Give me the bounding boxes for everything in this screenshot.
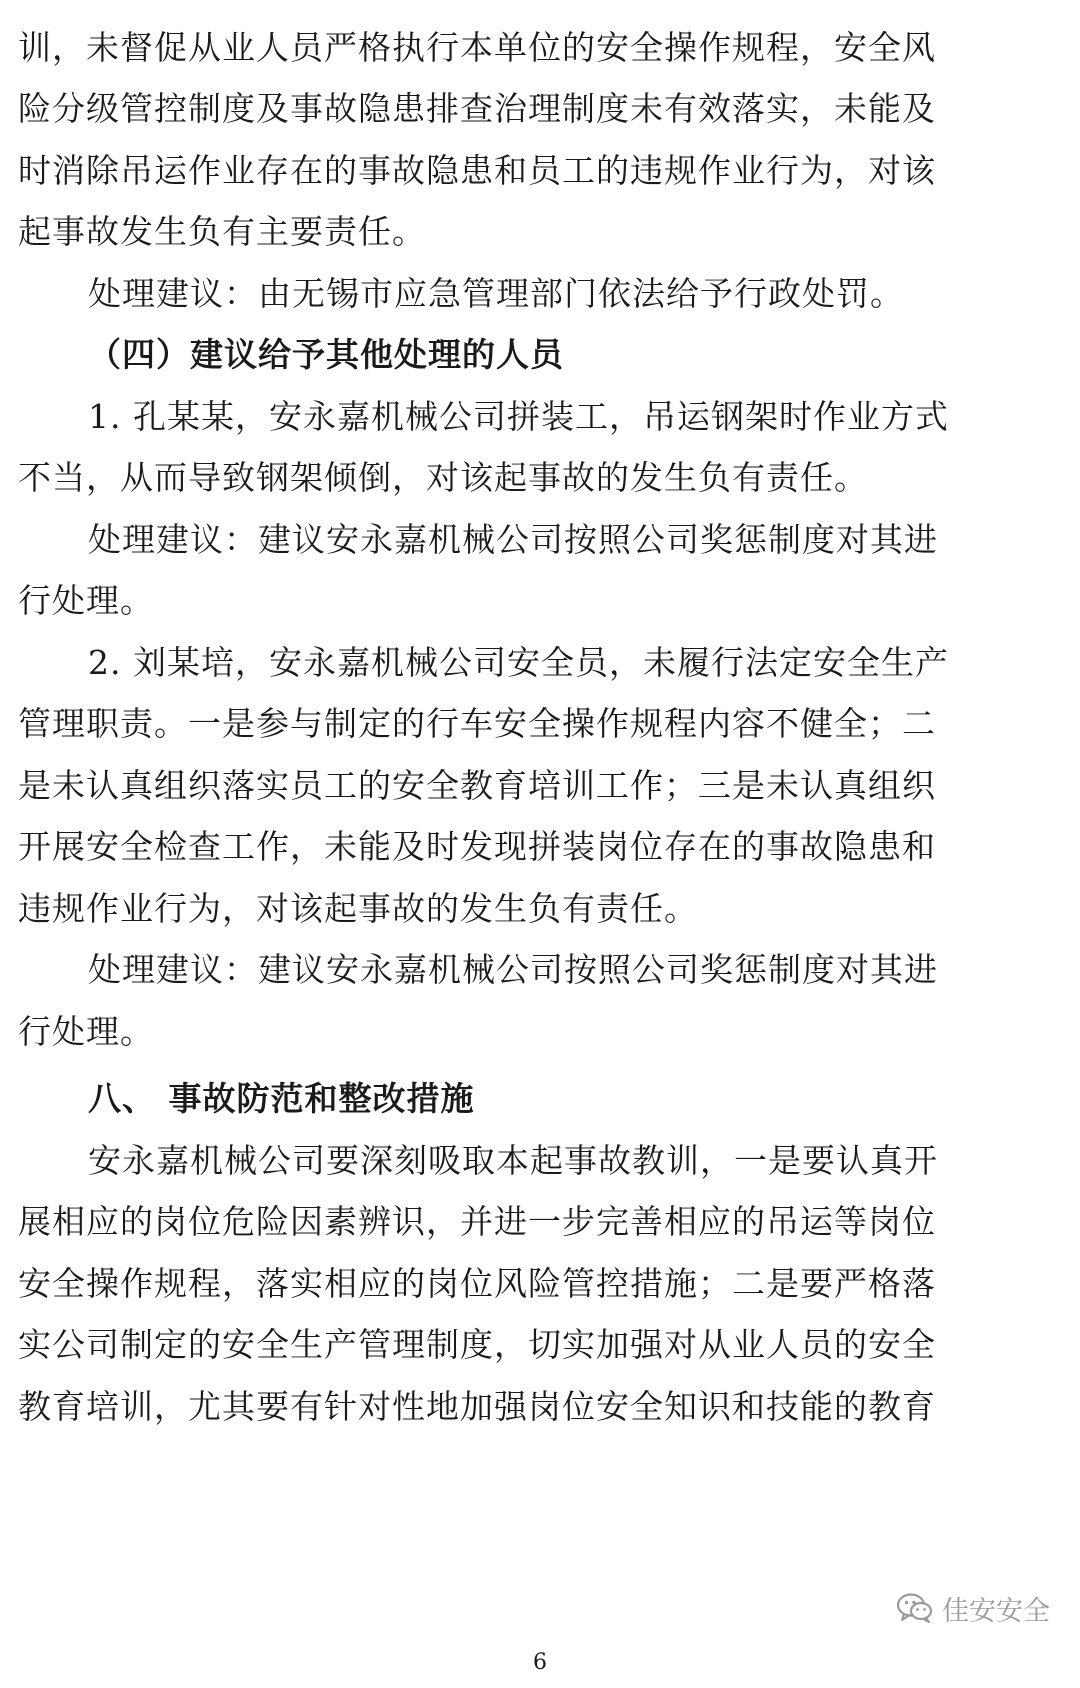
watermark-text: 佳安安全 (942, 1595, 1050, 1627)
text-line: 行处理。 (18, 1012, 154, 1051)
text-line: 是未认真组织落实员工的安全教育培训工作；三是未认真组织 (18, 766, 936, 805)
text-line: 处理建议：由无锡市应急管理部门依法给予行政处罚。 (88, 274, 904, 313)
text-line: 处理建议：建议安永嘉机械公司按照公司奖惩制度对其进 (88, 950, 938, 989)
watermark (896, 1588, 1050, 1628)
section-heading: （四）建议给予其他处理的人员 (88, 335, 564, 374)
text-line: 教育培训，尤其要有针对性地加强岗位安全知识和技能的教育 (18, 1387, 936, 1426)
chapter-heading: 八、 事故防范和整改措施 (88, 1079, 475, 1118)
text-line: 险分级管控制度及事故隐患排查治理制度未有效落实，未能及 (18, 89, 936, 128)
text-line: 训，未督促从业人员严格执行本单位的安全操作规程，安全风 (18, 28, 936, 67)
text-line: 2. 刘某培，安永嘉机械公司安全员，未履行法定安全生产 (88, 643, 949, 682)
text-line: 不当，从而导致钢架倾倒，对该起事故的发生负有责任。 (18, 458, 868, 497)
text-line: 起事故发生负有主要责任。 (18, 212, 426, 251)
page-number: 6 (533, 1650, 547, 1675)
wechat-icon (896, 1592, 934, 1624)
text-line: 时消除吊运作业存在的事故隐患和员工的违规作业行为，对该 (18, 151, 936, 190)
text-line: 开展安全检查工作，未能及时发现拼装岗位存在的事故隐患和 (18, 827, 936, 866)
text-line: 违规作业行为，对该起事故的发生负有责任。 (18, 889, 698, 928)
text-line: 1. 孔某某，安永嘉机械公司拼装工，吊运钢架时作业方式 (88, 397, 949, 436)
text-line: 行处理。 (18, 581, 154, 620)
text-line: 管理职责。一是参与制定的行车安全操作规程内容不健全；二 (18, 704, 936, 743)
text-line: 展相应的岗位危险因素辨识，并进一步完善相应的吊运等岗位 (18, 1202, 936, 1241)
text-line: 处理建议：建议安永嘉机械公司按照公司奖惩制度对其进 (88, 520, 938, 559)
text-line: 安永嘉机械公司要深刻吸取本起事故教训，一是要认真开 (88, 1141, 938, 1180)
text-line: 实公司制定的安全生产管理制度，切实加强对从业人员的安全 (18, 1325, 936, 1364)
text-line: 安全操作规程，落实相应的岗位风险管控措施；二是要严格落 (18, 1264, 936, 1303)
